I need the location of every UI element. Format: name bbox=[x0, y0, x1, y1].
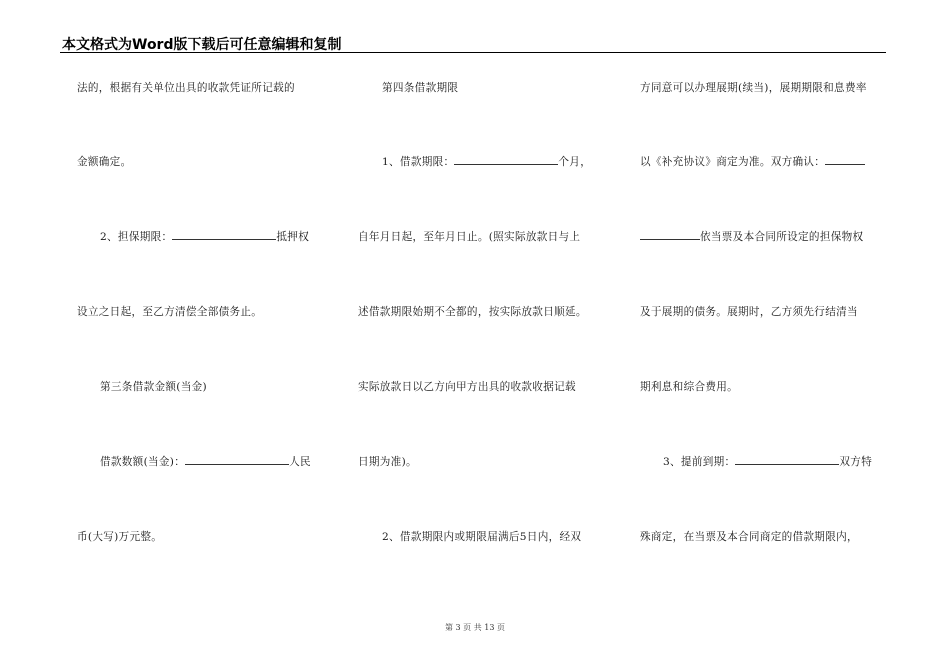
text-fragment: 3、提前到期： bbox=[663, 456, 736, 468]
text-fragment: 个月， bbox=[558, 156, 592, 168]
text-fragment: 借款数额(当金)： bbox=[100, 456, 186, 468]
fill-in-blank bbox=[172, 229, 276, 240]
text-line bbox=[100, 454, 311, 469]
text-line: 殊商定，在当票及本合同商定的借款期限内， bbox=[640, 531, 858, 543]
page-number: 第 3 页 共 13 页 bbox=[445, 623, 505, 632]
text-line: 期利息和综合费用。 bbox=[640, 381, 739, 393]
fill-in-blank bbox=[454, 154, 558, 165]
fill-in-blank bbox=[640, 229, 700, 240]
text-line: 设立之日起，至乙方清偿全部债务止。 bbox=[77, 306, 263, 318]
fill-in-blank bbox=[185, 454, 289, 465]
text-line bbox=[640, 229, 863, 244]
text-line: 方同意可以办理展期(续当)，展期期限和息费率 bbox=[640, 82, 867, 94]
fill-in-blank bbox=[825, 154, 865, 165]
section-heading: 第三条借款金额(当金) bbox=[100, 381, 207, 393]
text-fragment: 依当票及本合同所设定的担保物权 bbox=[700, 231, 864, 243]
text-fragment: 双方特 bbox=[839, 456, 873, 468]
text-line bbox=[382, 154, 591, 169]
text-fragment: 人民 bbox=[289, 456, 311, 468]
text-line bbox=[100, 229, 309, 244]
document-header-title: 本文格式为Word版下载后可任意编辑和复制 bbox=[62, 37, 342, 53]
text-line: 金额确定。 bbox=[77, 156, 132, 168]
text-line: 实际放款日以乙方向甲方出具的收款收据记载 bbox=[358, 381, 576, 393]
text-line: 及于展期的债务。展期时，乙方须先行结清当 bbox=[640, 306, 858, 318]
header-divider bbox=[60, 52, 886, 53]
text-line bbox=[663, 454, 872, 469]
text-line bbox=[640, 154, 865, 169]
text-line: 法的，根据有关单位出具的收款凭证所记载的 bbox=[77, 82, 295, 94]
text-fragment: 1、借款期限： bbox=[382, 156, 455, 168]
fill-in-blank bbox=[735, 454, 839, 465]
text-fragment: 2、担保期限： bbox=[100, 231, 173, 243]
text-line: 述借款期限始期不全都的，按实际放款日顺延。 bbox=[358, 306, 587, 318]
text-line: 日期为准)。 bbox=[358, 456, 417, 468]
text-fragment: 以《补充协议》商定为准。双方确认： bbox=[640, 156, 826, 168]
text-fragment: 抵押权 bbox=[276, 231, 310, 243]
section-heading: 第四条借款期限 bbox=[382, 82, 459, 94]
text-line: 自年月日起，至年月日止。(照实际放款日与上 bbox=[358, 231, 581, 243]
text-line: 2、借款期限内或期限届满后5日内，经双 bbox=[382, 531, 582, 543]
text-line: 币(大写)万元整。 bbox=[77, 531, 163, 543]
